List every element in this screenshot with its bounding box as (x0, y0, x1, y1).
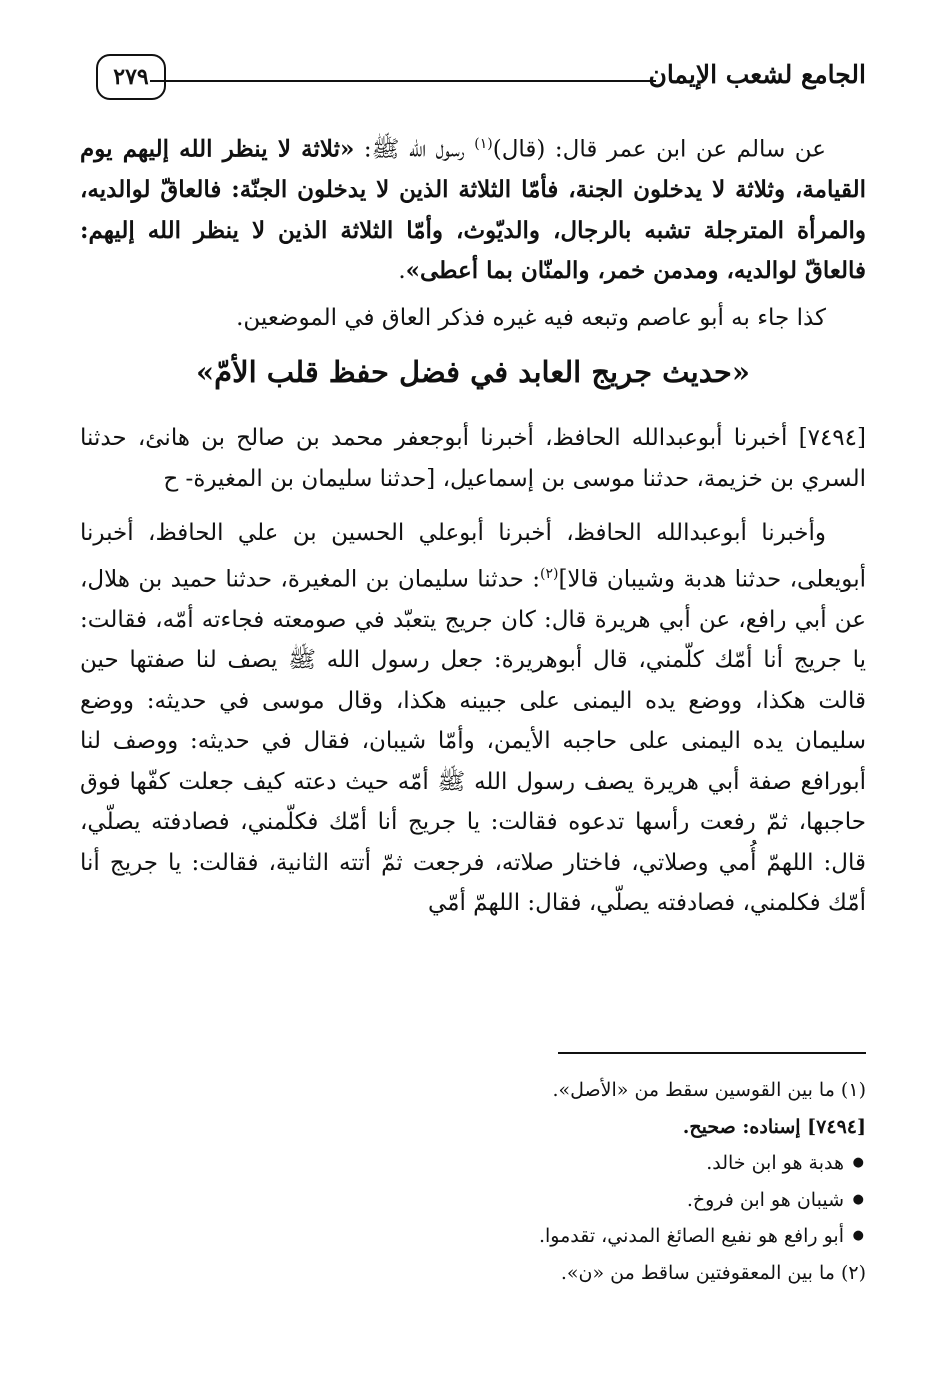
footnote-ref-1: (١) (474, 136, 493, 152)
footnote-rule (558, 1052, 866, 1054)
paragraph-text: وأخبرنا أبوعبدالله الحافظ، أخبرنا أبوعلي الحسين بن علي الحافظ، أخبرنا أبويعلى، حدثنا هدبة وشيبان قالا] (80, 520, 866, 593)
section-title: «حديث جريج العابد في فضل حفظ قلب الأمّ» (196, 355, 750, 390)
isnad-label: [٧٤٩٤] إسناده: (735, 1115, 866, 1138)
footnote-ref-2: (٢) (539, 565, 559, 582)
footnotes (80, 1072, 866, 1291)
narrator-notes (80, 1145, 866, 1255)
isnad-grade (80, 1109, 866, 1146)
page-header (96, 50, 866, 106)
footnote-1: (١) ما بين القوسين سقط من «الأصل». (552, 1079, 866, 1101)
header-rule (150, 80, 656, 82)
running-title: الجامع لشعب الإيمان (648, 60, 866, 89)
isnad-value: صحيح. (682, 1115, 736, 1138)
paragraph-isnad-7494: [٧٤٩٤] أخبرنا أبوعبدالله الحافظ، أخبرنا أبوجعفر محمد بن صالح بن هانئ، حدثنا السري بن خزيمة، حدثنا موسى بن إسماعيل، [حدثنا سليمان بن المغيرة- ح (80, 425, 866, 492)
paragraph-end: . (398, 258, 406, 285)
narrator-note: ● هدبة هو ابن خالد. (80, 1145, 844, 1182)
paragraph-text: رسول الله ﷺ: (354, 136, 475, 163)
paragraph-text: : حدثنا سليمان بن المغيرة، حدثنا حميد بن هلال، عن أبي رافع، عن أبي هريرة قال: كان جريج يتعبّد في صومعته فجاءته أمّه، فقالت: يا جريج أنا أمّك كلّمني، قال أبوهريرة: جعل رسول الله ﷺ يصف لنا صفتها حين قالت هكذا، ووضع يده اليمنى على جبينه هكذا، وقال موسى في حديثه: ووضع سليمان يده اليمنى على حاجبه الأيمن، وأمّا شيبان، فقال في حديثه: ووصف لنا أبورافع صفة أبي هريرة يصف رسول الله ﷺ أمّه حيث دعته كيف جعلت كفّها فوق حاجبها، ثمّ رفعت رأسها تدعوه فقالت: يا جريج أنا أمّك فكلّمني، فصادفته يصلّي، قال: اللهمّ أُمي وصلاتي، فاختار صلاته، فرجعت ثمّ أتته الثانية، فقالت: يا جريج أنا أمّك فكلمني، فصادفته يصلّي، فقال: اللهمّ أمّي (80, 566, 866, 917)
paragraph-text: عن سالم عن ابن عمر قال: (قال) (492, 136, 826, 163)
footnote-2: (٢) ما بين المعقوفتين ساقط من «ن». (560, 1261, 866, 1284)
paragraph-jurayj-story (80, 513, 866, 924)
hadith-quote: «ثلاثة لا ينظر الله إليهم يوم القيامة، وثلاثة لا يدخلون الجنة، فأمّا الثلاثة الذين لا يدخلون الجنّة: فالعاقّ لوالديه، والمرأة المترجلة تشبه بالرجال، والديّوث، وأمّا الثلاثة الذين لا ينظر الله إليهم: فالعاقّ لوالديه، ومدمن خمر، والمنّان بما أعطى» (80, 135, 866, 285)
main-text (80, 124, 866, 924)
page-number: ٢٧٩ (96, 54, 166, 100)
narrator-note: ● شيبان هو ابن فروخ. (80, 1182, 844, 1219)
paragraph-hadith-three (80, 124, 866, 292)
paragraph-note-abu-asim: كذا جاء به أبو عاصم وتبعه فيه غيره فذكر العاق في الموضعين. (236, 304, 826, 331)
narrator-note: ● أبو رافع هو نفيع الصائغ المدني، تقدموا. (80, 1218, 844, 1255)
